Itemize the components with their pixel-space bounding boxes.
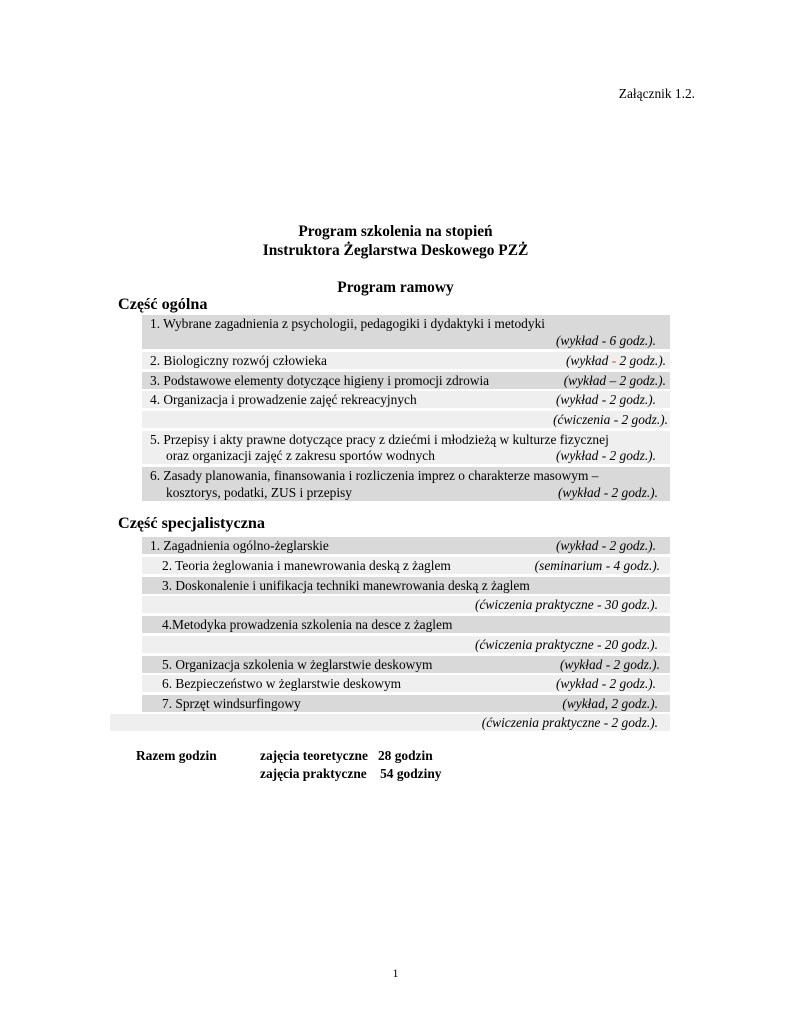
item-text: 3. Doskonalenie i unifikacja techniki manewrowania deską z żaglem xyxy=(162,578,530,593)
item-text: 1. Zagadnienia ogólno-żeglarskie xyxy=(150,538,329,553)
list-item-continuation xyxy=(110,714,670,731)
section-heading-special: Część specjalistyczna xyxy=(118,514,265,532)
list-item xyxy=(142,391,670,408)
summary-theory: zajęcia teoretyczne 28 godzin xyxy=(260,748,433,763)
list-item xyxy=(142,315,670,332)
list-item-continuation xyxy=(142,411,670,428)
list-item xyxy=(142,675,670,692)
item-text: 1. Wybrane zagadnienia z psychologii, pedagogiki i dydaktyki i metodyki xyxy=(150,316,545,331)
list-item xyxy=(142,577,670,594)
list-item-continuation xyxy=(142,596,670,613)
item-text: 2. Biologiczny rozwój człowieka xyxy=(150,353,328,368)
item-text: 5. Organizacja szkolenia w żeglarstwie deskowym xyxy=(162,657,433,672)
item-hours-practice: (ćwiczenia praktyczne - 30 godz.). xyxy=(475,597,658,612)
list-item xyxy=(142,352,670,369)
item-text: 3. Podstawowe elementy dotyczące higieny i promocji zdrowia xyxy=(150,373,490,388)
item-text: 2. Teoria żeglowania i manewrowania deską z żaglem xyxy=(162,558,451,573)
item-hours-practice: (ćwiczenia praktyczne - 2 godz.). xyxy=(481,715,658,730)
item-hours-practice: (ćwiczenia - 2 godz.). xyxy=(553,412,668,427)
item-hours-practice: (ćwiczenia praktyczne - 20 godz.). xyxy=(475,637,658,652)
list-item-continuation xyxy=(142,484,670,501)
item-text: 5. Przepisy i akty prawne dotyczące pracy z dziećmi i młodzieżą w kulturze fizycznej xyxy=(150,432,609,447)
item-text: 4. Organizacja i prowadzenie zajęć rekreacyjnych xyxy=(150,392,417,407)
item-text: 6. Zasady planowania, finansowania i rozliczenia imprez o charakterze masowym – xyxy=(150,468,599,483)
page-number: 1 xyxy=(392,966,399,980)
item-hours: (wykład - 2 godz.). xyxy=(555,448,656,463)
list-item xyxy=(142,656,670,673)
document-title-line1: Program szkolenia na stopień xyxy=(298,223,493,240)
item-hours: (wykład - 2 godz.). xyxy=(555,392,656,407)
item-hours: (wykład - 2 godz.). xyxy=(555,538,656,553)
item-text-continued: kosztorys, podatki, ZUS i przepisy xyxy=(166,485,352,500)
item-hours: (wykład - 2 godz.). xyxy=(559,657,660,672)
list-item xyxy=(142,695,670,712)
item-text: 6. Bezpieczeństwo w żeglarstwie deskowym xyxy=(162,676,402,691)
list-item-continuation xyxy=(142,447,670,464)
list-item-continuation xyxy=(142,636,670,653)
list-item xyxy=(142,431,670,448)
annex-label: Załącznik 1.2. xyxy=(618,86,695,101)
item-hours: (seminarium - 4 godz.). xyxy=(534,558,660,573)
list-item-continuation xyxy=(142,332,670,349)
item-hours: (wykład – 2 godz.). xyxy=(563,373,666,388)
item-hours: (wykład - 2 godz.). xyxy=(555,676,656,691)
list-item xyxy=(142,467,670,484)
item-text: 4.Metodyka prowadzenia szkolenia na desce z żaglem xyxy=(162,617,453,632)
item-hours: (wykład, 2 godz.). xyxy=(562,696,658,711)
list-item xyxy=(142,537,670,554)
list-item xyxy=(142,557,670,574)
item-hours: (wykład - 2 godz.). xyxy=(565,353,666,368)
item-text: 7. Sprzęt windsurfingowy xyxy=(162,696,301,711)
summary-practice: zajęcia praktyczne 54 godziny xyxy=(260,766,442,781)
section-heading-general: Część ogólna xyxy=(118,295,208,313)
item-text-continued: oraz organizacji zajęć z zakresu sportów wodnych xyxy=(166,448,435,463)
item-hours: (wykład - 6 godz.). xyxy=(555,333,656,348)
list-item xyxy=(142,372,670,389)
document-subtitle: Program ramowy xyxy=(337,279,454,296)
list-item xyxy=(142,616,670,633)
item-hours: (wykład - 2 godz.). xyxy=(557,485,658,500)
document-title-line2: Instruktora Żeglarstwa Deskowego PZŻ xyxy=(262,242,529,259)
summary-label: Razem godzin xyxy=(136,748,217,763)
